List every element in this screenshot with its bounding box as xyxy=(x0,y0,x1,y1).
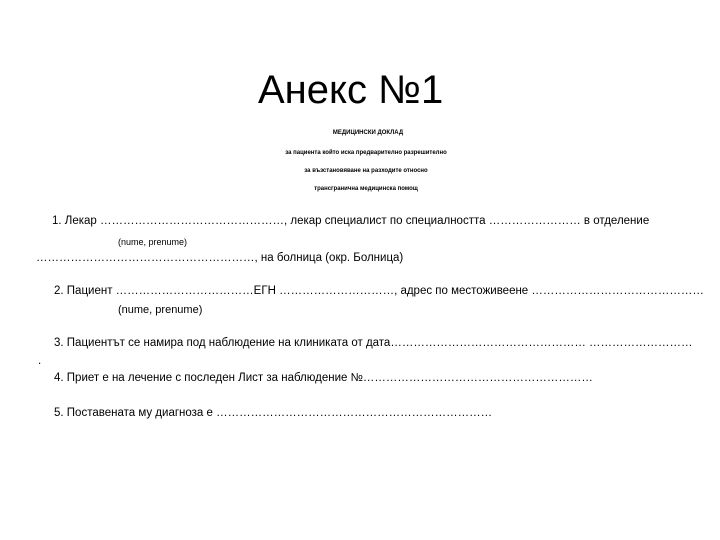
item-1-doctor-line: 1. Лекар …………………………………………, лекар специалист по специалността …………………… в отделение xyxy=(52,215,650,227)
item-1-hospital-line: …………………………………………………, на болница (окр. Болница) xyxy=(36,252,404,264)
item-2-patient-line: 2. Пациент ………………………………ЕГН …………………………, адрес по местоживеене ……………………………………… xyxy=(54,285,704,297)
document-title: Анекс №1 xyxy=(258,68,444,112)
item-3-observation-line: 3. Пациентът се намира под наблюдение на клиниката от дата…………………………………………… ……………………… xyxy=(54,337,693,349)
heading-subtitle-line-3: трансгранична медицинска помощ xyxy=(314,186,418,192)
heading-report-title: МЕДИЦИНСКИ ДОКЛАД xyxy=(332,130,404,136)
heading-subtitle-line-2: за възстановяване на разходите относно xyxy=(304,168,428,174)
stray-dot: . xyxy=(38,355,42,367)
item-5-diagnosis-line: 5. Поставената му диагноза е ……………………………………………………………… xyxy=(54,407,493,419)
item-2-name-hint: (nume, prenume) xyxy=(118,304,203,316)
item-1-name-hint: (nume, prenume) xyxy=(118,237,188,247)
heading-subtitle-line-1: за пациента който иска предварително разрешително xyxy=(285,150,447,156)
item-4-treatment-line: 4. Приет е на лечение с последен Лист за наблюдение №…………………………………………………… xyxy=(54,372,593,384)
